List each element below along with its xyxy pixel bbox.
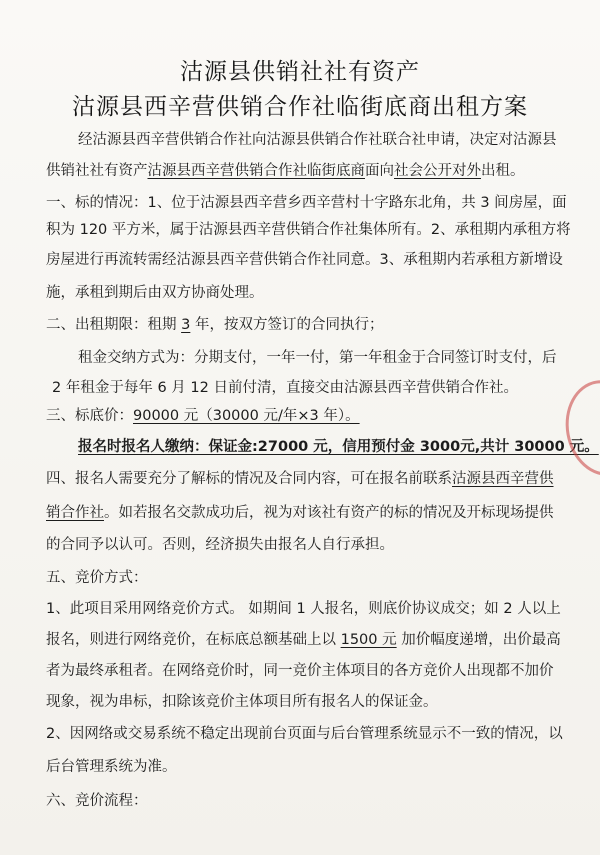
- section-1-line-3: 房屋进行再流转需经沽源县西辛营供销合作社同意。3、承租期内若承租方新增设: [46, 252, 563, 268]
- official-seal-stamp: [558, 374, 600, 482]
- section-5-line-4: 现象，视为串标，扣除该竞价主体项目所有报名人的保证金。: [46, 694, 438, 710]
- bid-text-c: 加价幅度递增，出价最高: [396, 632, 561, 648]
- section-2-line-2: 租金交纳方式为：分期支付，一年一付，第一年租金于合同签订时支付，后: [78, 350, 557, 366]
- section-1-line-4: 施，承租到期后由双方协商处理。: [46, 285, 264, 301]
- section-4-contact: 沽源县西辛营供: [452, 471, 554, 487]
- section-4-line-2: [46, 503, 554, 523]
- intro-text-a: 供销社社有资产: [46, 163, 148, 179]
- section-2-line-3: 2 年租金于每年 6 月 12 日前付清，直接交由沽源县西辛营供销合作社。: [52, 380, 518, 396]
- intro-text-c: 面向: [365, 163, 394, 179]
- section-5-line-5: 2、因网络或交易系统不稳定出现前台页面与后台管理系统显示不一致的情况，以: [46, 726, 563, 742]
- section-1-line-1: 一、标的情况：1、位于沽源县西辛营乡西辛营村十字路东北角，共 3 间房屋，面: [46, 195, 567, 211]
- bid-increment: 1500 元: [340, 632, 397, 648]
- reserve-price-value: 90000 元（30000 元/年×3 年）。: [133, 408, 360, 424]
- paragraph-intro-line-2: [46, 161, 525, 181]
- term-label: 二、出租期限：租期: [46, 317, 182, 333]
- deposit-line: 报名时报名人缴纳：保证金:27000 元，信用预付金 3000元,共计 30000 元。: [78, 439, 599, 455]
- section-4-text-a: 四、报名人需要充分了解标的情况及合同内容，可在报名前联系: [46, 471, 452, 487]
- paragraph-intro-line-1: 经沽源县西辛营供销合作社向沽源县供销合作社联合社申请，决定对沽源县: [78, 132, 557, 148]
- intro-text-d: 社会公开对外: [394, 163, 481, 179]
- reserve-price-label: 三、标底价：: [46, 408, 133, 424]
- section-5-line-3: 者为最终承租者。在网络竞价时，同一竞价主体项目的各方竞价人出现都不加价: [46, 663, 554, 679]
- intro-text-e: 出租。: [481, 163, 525, 179]
- section-4-line-1: [46, 469, 554, 489]
- section-3-line-1: [46, 406, 360, 426]
- section-4-text-b: 。如若报名交款成功后，视为对该社有资产的标的情况及开标现场提供: [104, 505, 554, 521]
- term-rest: 年，按双方签订的合同执行；: [190, 317, 384, 333]
- section-5-line-1: 1、此项目采用网络竞价方式。 如期间 1 人报名，则底价协议成交；如 2 人以上: [46, 601, 561, 617]
- section-5-line-6: 后台管理系统为准。: [46, 759, 177, 775]
- intro-text-b: 沽源县西辛营供销合作社临街底商: [147, 163, 365, 179]
- section-4-line-3: 的合同予以认可。否则，经济损失由报名人自行承担。: [46, 537, 394, 553]
- section-6-heading: 六、竞价流程：: [46, 793, 148, 809]
- bid-text-a: 报名，则进行网络竞价，在标底总额基础上以: [46, 632, 341, 648]
- term-years: 3: [181, 317, 191, 333]
- section-5-heading: 五、竞价方式：: [46, 570, 148, 586]
- section-5-line-2: [46, 630, 561, 650]
- section-2-line-1: [46, 315, 383, 335]
- title-line-1: 沽源县供销社社有资产: [180, 59, 420, 85]
- section-4-contact-end: 销合作社: [46, 505, 104, 521]
- section-1-line-2: 积为 120 平方米，属于沽源县西辛营供销合作社集体所有。2、承租期内承租方将: [46, 222, 571, 238]
- title-line-2: 沽源县西辛营供销合作社临街底商出租方案: [72, 94, 528, 120]
